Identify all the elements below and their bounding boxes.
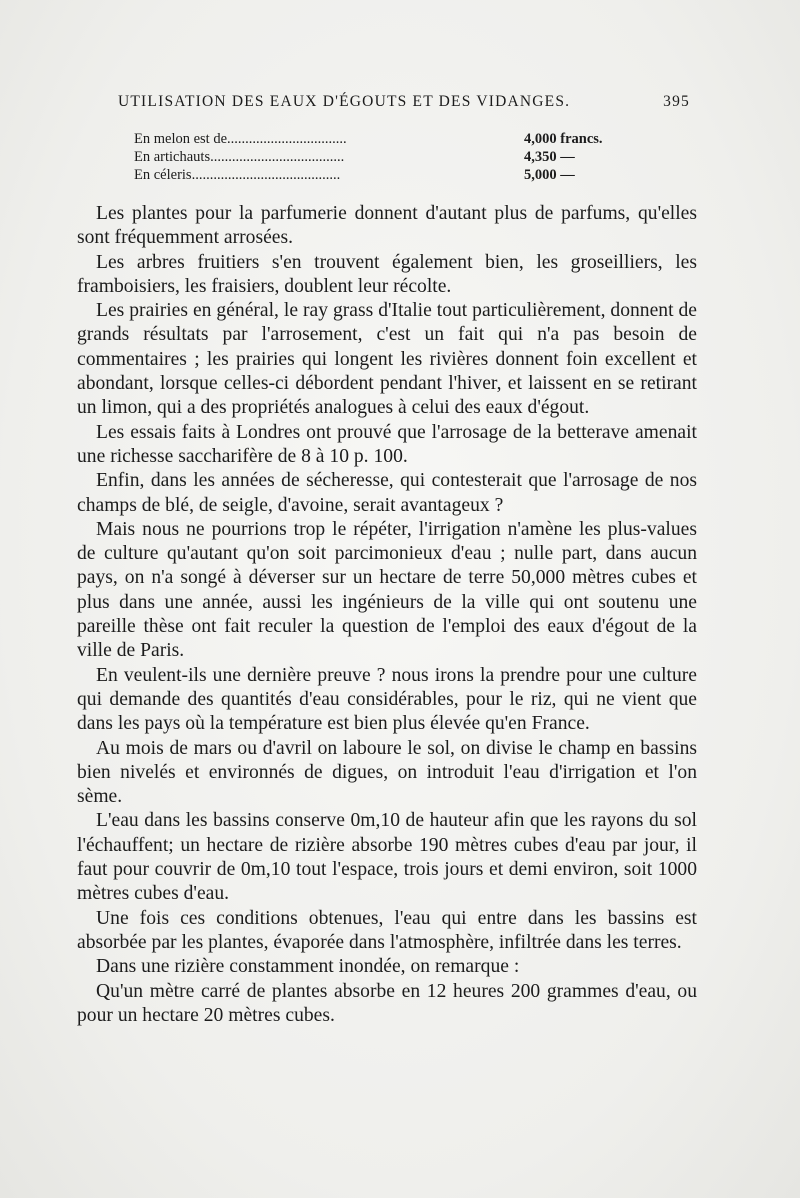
paragraph: Dans une rizière constamment inondée, on remarque : (96, 956, 520, 978)
price-value: 4,000 francs. (524, 131, 603, 147)
paragraph: Les essais faits à Londres ont prouvé que l'arrosage de la betterave amenait une richesse saccharifère de 8 à 10 p. 100. (77, 421, 697, 467)
paragraph: Les prairies en général, le ray grass d'Italie tout particulièrement, donnent de grands résultats par l'arrosement, c'est un fait qui n'a pas besoin de commentaires ; les prairies qui longent les rivières donnent foin excellent et abondant, lorsque celles-ci débordent pendant l'hiver, et laissent en se retirant un limon, qui a des propriétés analogues à celui des eaux d'égout. (77, 300, 697, 419)
price-label: En melon est de................................. (134, 131, 347, 147)
paragraph: Les arbres fruitiers s'en trouvent également bien, les groseilliers, les framboisiers, les fraisiers, doublent leur récolte. (77, 251, 697, 297)
page-number: 395 (663, 93, 690, 110)
price-label: En artichauts..................................... (134, 149, 345, 165)
price-value: 5,000 — (524, 167, 575, 183)
paragraph: Mais nous ne pourrions trop le répéter, l'irrigation n'amène les plus-values de culture qu'autant qu'on soit parcimonieux d'eau ; nulle part, dans aucun pays, on n'a songé à déverser sur un hectare de terre 50,000 mètres cubes et plus dans une année, aussi les ingénieurs de la ville qui ont soutenu une pareille thèse ont fait reculer la question de l'emploi des eaux d'égout de la ville de Paris. (77, 518, 697, 662)
price-row (134, 148, 634, 166)
paragraph: Une fois ces conditions obtenues, l'eau qui entre dans les bassins est absorbée par les plantes, évaporée dans l'atmosphère, infiltrée dans les terres. (77, 907, 697, 953)
paragraph: Qu'un mètre carré de plantes absorbe en 12 heures 200 grammes d'eau, ou pour un hectare 20 mètres cubes. (77, 980, 697, 1026)
body-text (77, 202, 697, 1028)
paragraph: L'eau dans les bassins conserve 0m,10 de hauteur afin que les rayons du sol l'échauffent; un hectare de rizière absorbe 190 mètres cubes d'eau par jour, il faut pour couvrir de 0m,10 tout l'espace, trois jours et demi environ, soit 1000 mètres cubes d'eau. (77, 810, 697, 905)
paragraph: Enfin, dans les années de sécheresse, qui contesterait que l'arrosage de nos champs de blé, de seigle, d'avoine, serait avantageux ? (77, 470, 697, 516)
running-header (118, 93, 690, 111)
running-title: UTILISATION DES EAUX D'ÉGOUTS ET DES VIDANGES. (118, 93, 571, 110)
price-row (134, 166, 634, 184)
price-value: 4,350 — (524, 149, 575, 165)
paragraph: Au mois de mars ou d'avril on laboure le sol, on divise le champ en bassins bien nivelés et environnés de digues, on introduit l'eau d'irrigation et l'on sème. (77, 737, 697, 808)
price-row (134, 130, 634, 148)
price-label: En céleris......................................... (134, 167, 341, 183)
paragraph: En veulent-ils une dernière preuve ? nous irons la prendre pour une culture qui demande des quantités d'eau considérables, pour le riz, qui ne vient que dans les pays où la température est bien plus élevée qu'en France. (77, 664, 697, 735)
price-list (134, 130, 634, 184)
paragraph: Les plantes pour la parfumerie donnent d'autant plus de parfums, qu'elles sont fréquemment arrosées. (77, 203, 697, 249)
